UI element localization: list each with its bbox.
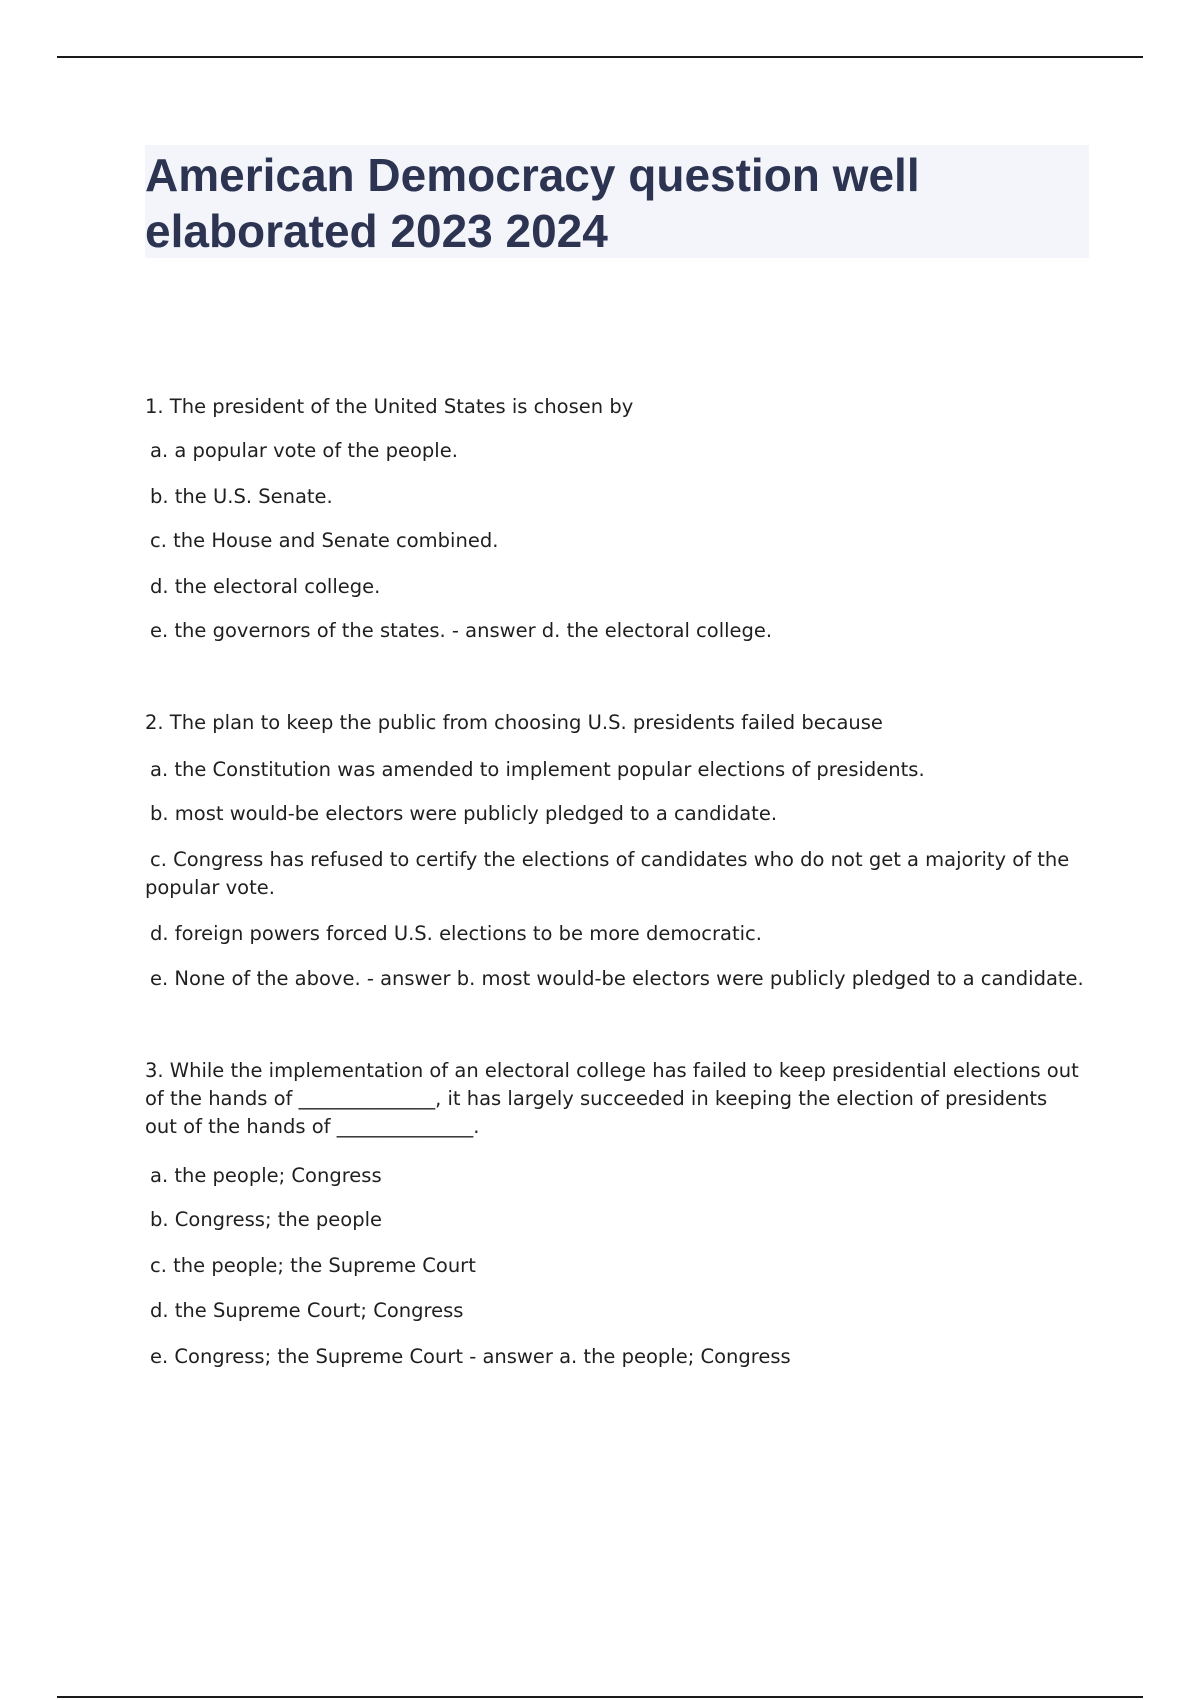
- question-2-option-d: d. foreign powers forced U.S. elections to be more democratic.: [150, 922, 762, 945]
- question-2-stem: 2. The plan to keep the public from choosing U.S. presidents failed because: [145, 711, 883, 734]
- question-3-option-b: b. Congress; the people: [150, 1208, 383, 1231]
- question-1-option-a: a. a popular vote of the people.: [150, 439, 458, 462]
- question-3-option-a: a. the people; Congress: [150, 1164, 382, 1187]
- question-1-option-c: c. the House and Senate combined.: [150, 529, 499, 552]
- question-2-option-e: e. None of the above. - answer b. most would-be electors were publicly pledged to a candidate.: [150, 967, 1084, 990]
- question-1-option-e: e. the governors of the states. - answer d. the electoral college.: [150, 619, 773, 642]
- question-1-option-d: d. the electoral college.: [150, 575, 381, 598]
- question-2-option-b: b. most would-be electors were publicly pledged to a candidate.: [150, 802, 778, 825]
- question-3-option-d: d. the Supreme Court; Congress: [150, 1299, 464, 1322]
- document-title: American Democracy question well elaborated 2023 2024: [145, 149, 920, 257]
- question-2-option-a: a. the Constitution was amended to implement popular elections of presidents.: [150, 758, 925, 781]
- header-rule: [57, 56, 1143, 58]
- question-3-stem: 3. While the implementation of an electoral college has failed to keep presidential elections out of the hands of ______________, it has largely succeeded in keeping the election of presidents out of the hands of ______________.: [145, 1059, 1079, 1138]
- question-3-option-e: e. Congress; the Supreme Court - answer a. the people; Congress: [150, 1345, 791, 1368]
- question-1-stem: 1. The president of the United States is chosen by: [145, 395, 634, 418]
- footer-rule: [57, 1696, 1143, 1698]
- title-banner: [145, 145, 1089, 258]
- question-1-option-b: b. the U.S. Senate.: [150, 485, 333, 508]
- question-2-option-c: c. Congress has refused to certify the elections of candidates who do not get a majority of the popular vote.: [145, 848, 1070, 899]
- question-3-option-c: c. the people; the Supreme Court: [150, 1254, 476, 1277]
